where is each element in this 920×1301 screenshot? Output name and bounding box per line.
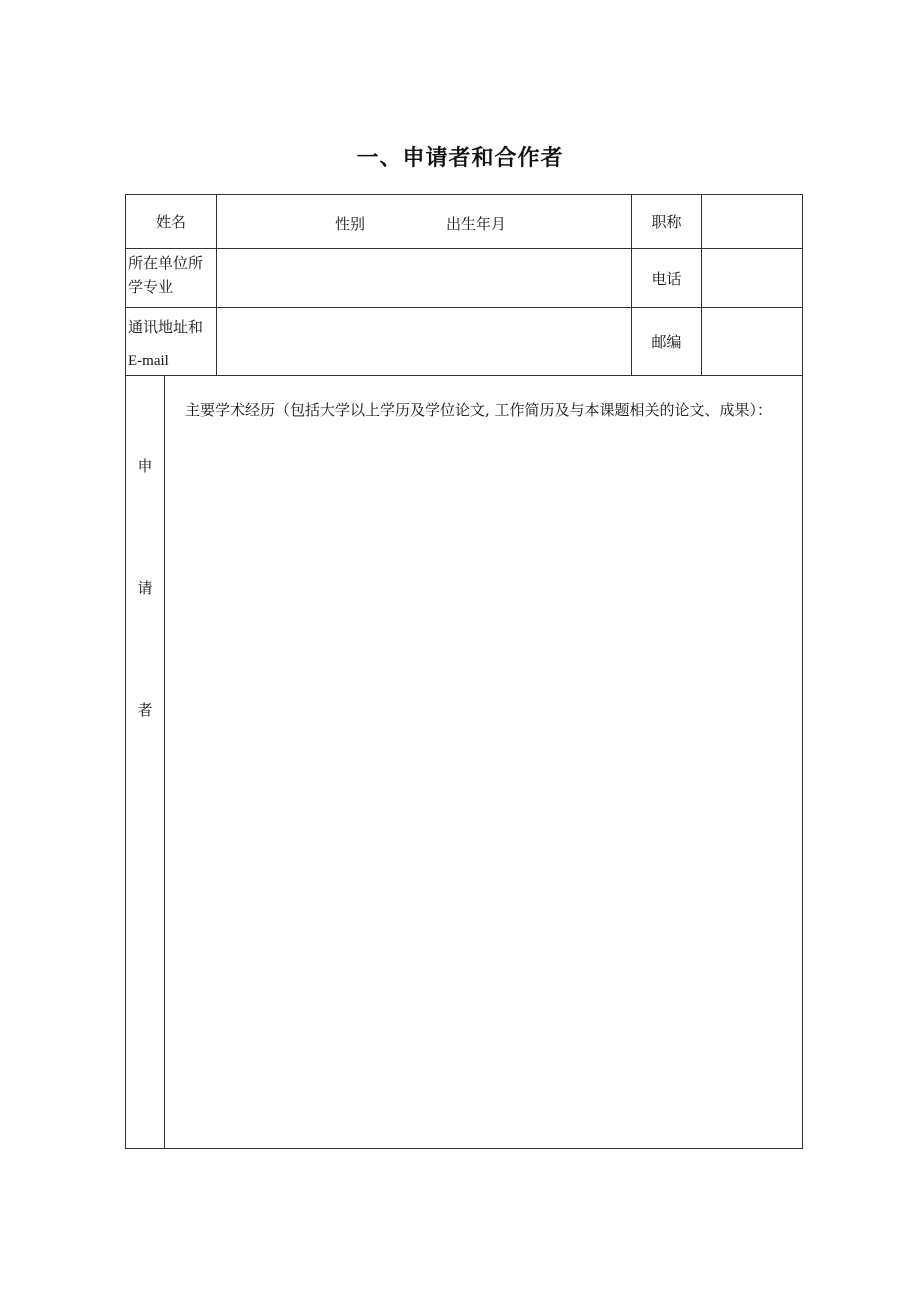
name-label-cell (125, 194, 217, 249)
phone-label-cell (631, 248, 702, 308)
page-title: 一、申请者和合作者 (356, 146, 564, 171)
gender-label: 性别 (335, 215, 366, 233)
side-char-2: 请 (137, 579, 153, 597)
address-label-cell (125, 307, 217, 376)
name-gender-birth-cell[interactable] (216, 194, 632, 249)
title-label: 职称 (651, 213, 682, 231)
address-value-cell[interactable] (216, 307, 632, 376)
title-label-cell (631, 194, 702, 249)
academic-history-prompt: 主要学术经历（包括大学以上学历及学位论文, 工作简历及与本课题相关的论文、成果）： (185, 401, 773, 419)
unit-value-cell[interactable] (216, 248, 632, 308)
phone-value-cell[interactable] (701, 248, 803, 308)
applicant-form (125, 194, 803, 1149)
unit-label-line1: 所在单位所 (128, 254, 204, 272)
applicant-side-label-cell (125, 375, 165, 1149)
name-label: 姓名 (155, 213, 186, 231)
postcode-value-cell[interactable] (701, 307, 803, 376)
birth-label: 出生年月 (446, 215, 507, 233)
address-label-line2: E-mail (128, 353, 169, 369)
address-label-line1: 通讯地址和 (128, 318, 204, 336)
academic-history-cell[interactable] (164, 375, 803, 1149)
title-value-cell[interactable] (701, 194, 803, 249)
side-char-3: 者 (137, 701, 153, 719)
phone-label: 电话 (651, 269, 682, 288)
side-char-1: 申 (137, 457, 153, 475)
postcode-label-cell (631, 307, 702, 376)
postcode-label: 邮编 (651, 333, 682, 351)
unit-label-cell (125, 248, 217, 308)
unit-label-line2: 学专业 (128, 278, 174, 296)
